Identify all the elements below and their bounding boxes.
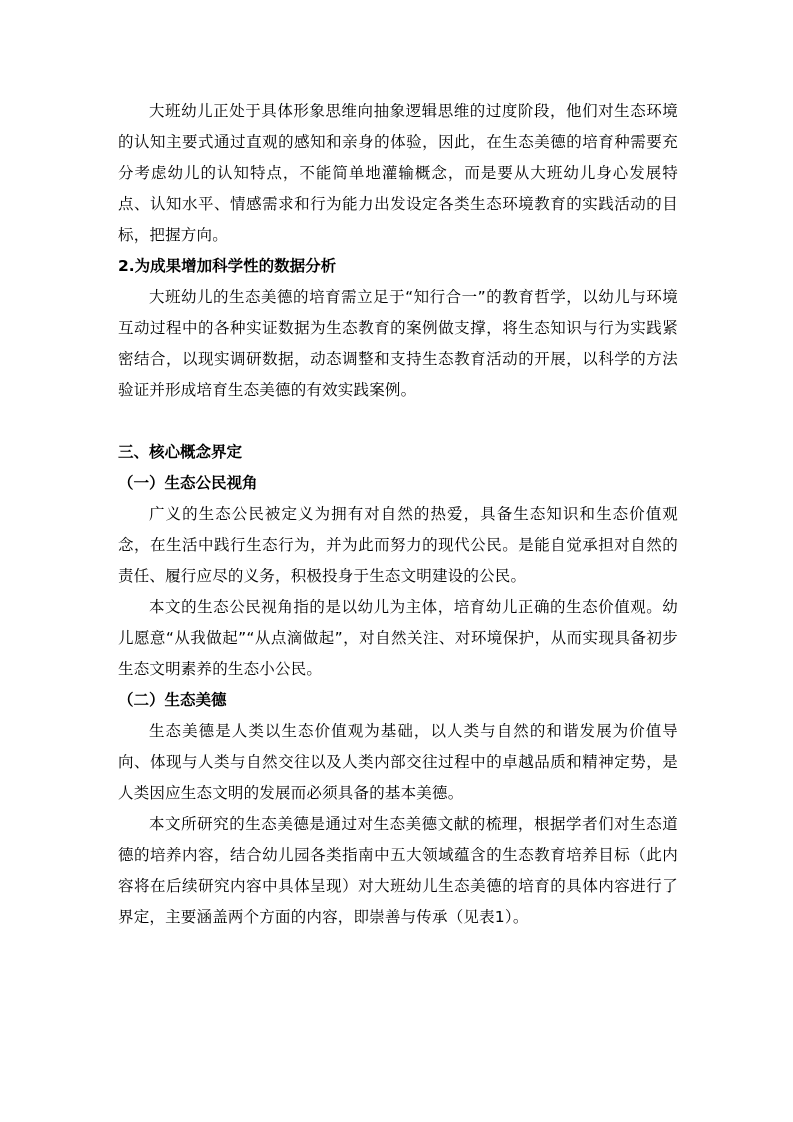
paragraph-cognitive-features: 大班幼儿正处于具体形象思维向抽象逻辑思维的过度阶段，他们对生态环境的认知主要式通过直观的感知和亲身的体验，因此，在生态美德的培育种需要充分考虑幼儿的认知特点，不能简单地灌输概念，而是要从大班幼儿身心发展特点、认知水平、情感需求和行为能力出发设定各类生态环境教育的实践活动的目标，把握方向。 — [118, 102, 678, 244]
heading-core-concepts: 三、核心概念界定 — [118, 443, 243, 461]
blank-line — [118, 406, 678, 437]
subheading-eco-virtue: （二）生态美德 — [118, 691, 227, 709]
paragraph-eco-citizen-this-paper: 本文的生态公民视角指的是以幼儿为主体，培育幼儿正确的生态价值观。幼儿愿意“从我做起”“从点滴做起”，对自然关注、对环境保护，从而实现具备初步生态文明素养的生态小公民。 — [118, 598, 678, 678]
heading-data-analysis: 2.为成果增加科学性的数据分析 — [118, 257, 337, 275]
paragraph-eco-virtue-this-paper: 本文所研究的生态美德是通过对生态美德文献的梳理，根据学者们对生态道德的培养内容，结合幼儿园各类指南中五大领域蕴含的生态教育培养目标（此内容将在后续研究内容中具体呈现）对大班幼儿生态美德的培育的具体内容进行了界定，主要涵盖两个方面的内容，即崇善与传承（见表1）。 — [118, 815, 678, 926]
paragraph-data-analysis: 大班幼儿的生态美德的培育需立足于“知行合一”的教育哲学，以幼儿与环境互动过程中的各种实证数据为生态教育的案例做支撑，将生态知识与行为实践紧密结合，以现实调研数据，动态调整和支持生态教育活动的开展，以科学的方法验证并形成培育生态美德的有效实践案例。 — [118, 288, 678, 399]
document-page — [118, 96, 678, 933]
paragraph-eco-citizen-broad: 广义的生态公民被定义为拥有对自然的热爱，具备生态知识和生态价值观念，在生活中践行生态行为，并为此而努力的现代公民。是能自觉承担对自然的责任、履行应尽的义务，积极投身于生态文明建设的公民。 — [118, 505, 678, 585]
subheading-eco-citizen: （一）生态公民视角 — [118, 474, 258, 492]
paragraph-eco-virtue-definition: 生态美德是人类以生态价值观为基础，以人类与自然的和谐发展为价值导向、体现与人类与自然交往以及人类内部交往过程中的卓越品质和精神定势，是人类因应生态文明的发展而必须具备的基本美德。 — [118, 722, 678, 802]
